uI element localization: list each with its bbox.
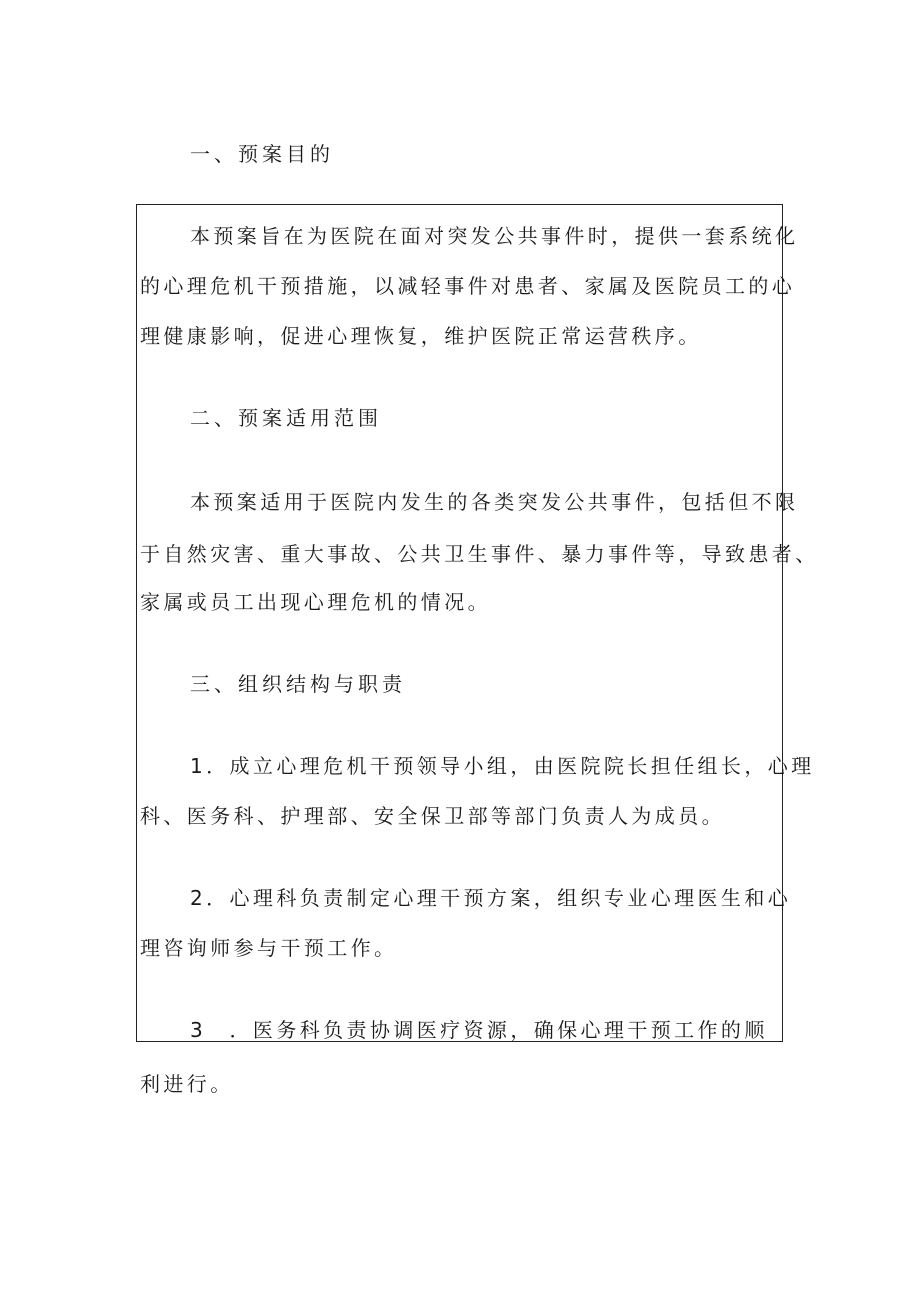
section-2-line-1: 本预案适用于医院内发生的各类突发公共事件，包括但不限 (190, 490, 799, 514)
section-2-line-3: 家属或员工出现心理危机的情况。 (140, 590, 491, 614)
item-3-line-2: 利进行。 (140, 1072, 234, 1096)
section-1-line-1: 本预案旨在为医院在面对突发公共事件时，提供一套系统化 (190, 224, 799, 248)
section-3-heading: 三、组织结构与职责 (190, 672, 406, 696)
item-1-line-2: 科、医务科、护理部、安全保卫部等部门负责人为成员。 (140, 804, 725, 828)
section-1-line-2: 的心理危机干预措施，以减轻事件对患者、家属及医院员工的心 (140, 274, 796, 298)
item-2-line-2: 理咨询师参与干预工作。 (140, 936, 398, 960)
section-1-line-3: 理健康影响，促进心理恢复，维护医院正常运营秩序。 (140, 324, 702, 348)
item-3-line-1: 3 ．医务科负责协调医疗资源，确保心理干预工作的顺 (190, 1018, 768, 1042)
item-1-line-1: 1．成立心理危机干预领导小组，由医院院长担任组长，心理 (190, 754, 815, 778)
section-2-line-2: 于自然灾害、重大事故、公共卫生事件、暴力事件等，导致患者、 (140, 542, 819, 566)
item-2-line-1: 2．心理科负责制定心理干预方案，组织专业心理医生和心 (190, 886, 792, 910)
section-2-heading: 二、预案适用范围 (190, 406, 382, 430)
section-1-heading: 一、预案目的 (190, 142, 334, 166)
